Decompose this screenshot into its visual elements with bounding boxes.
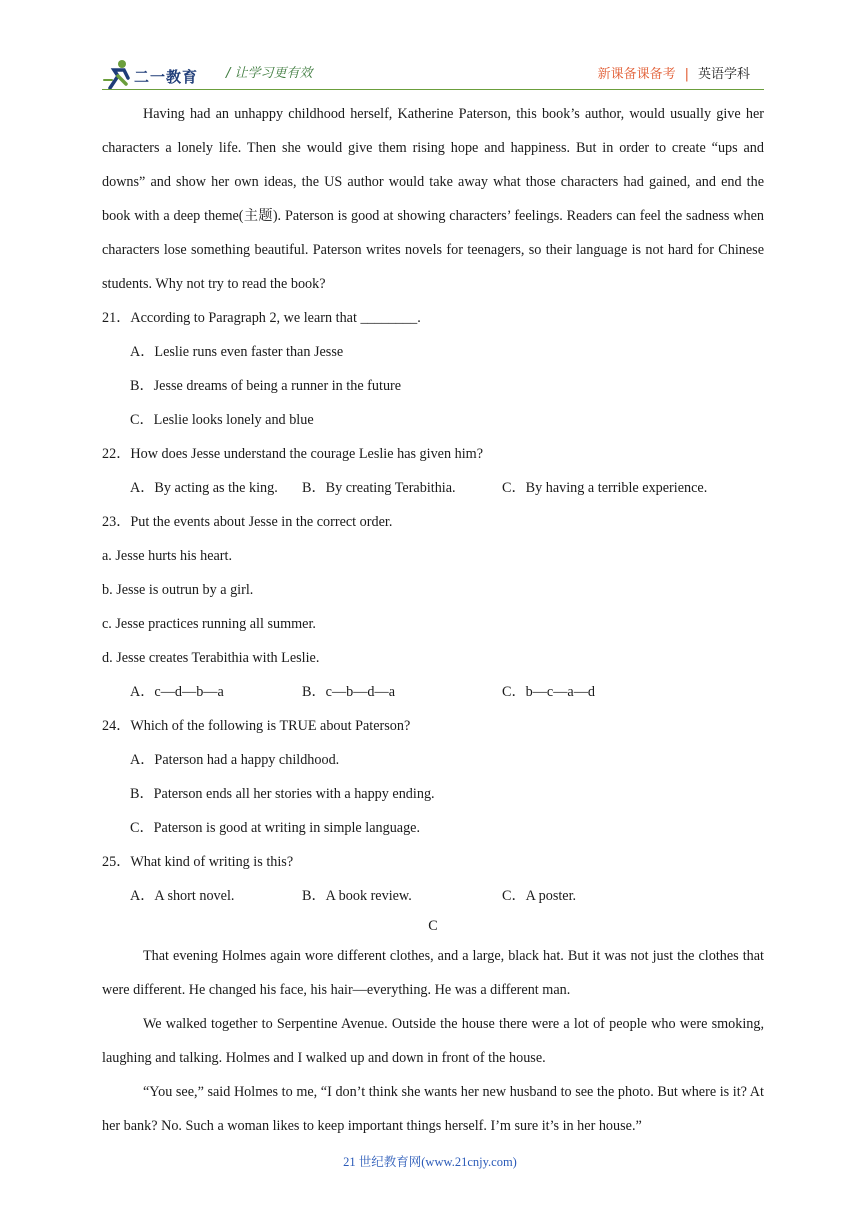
- header-tag: [598, 63, 750, 82]
- runner-logo-icon: [102, 58, 136, 92]
- q25-options: [102, 879, 764, 913]
- passage-c-paragraph-2: We walked together to Serpentine Avenue. Outside the house there were a lot of people who were smoking, laughing and talking. Holmes and I walked up and down in front of the house.: [102, 1016, 764, 1066]
- q24-option-a: A．Paterson had a happy childhood.: [130, 752, 340, 768]
- q21-option-a: A．Leslie runs even faster than Jesse: [130, 344, 344, 360]
- q25-option-a: A．A short novel.: [130, 888, 235, 904]
- q23-event-d: d. Jesse creates Terabithia with Leslie.: [102, 650, 320, 666]
- slogan: / 让学习更有效: [226, 66, 313, 81]
- header-separator: |: [684, 67, 689, 82]
- header-divider: [102, 89, 764, 90]
- exam-label: 新课备课备考: [597, 67, 676, 82]
- q25-option-b: B．A book review.: [302, 888, 412, 904]
- q23-option-b: B．c—b—d—a: [302, 684, 395, 700]
- q23-option-c: C．b—c—a—d: [502, 684, 595, 700]
- q23-event-b: b. Jesse is outrun by a girl.: [102, 582, 254, 598]
- logo: [102, 58, 212, 92]
- q23-stem: 23．Put the events about Jesse in the correct order.: [102, 514, 393, 530]
- subject-label: 英语学科: [697, 67, 750, 82]
- q21-option-c: C．Leslie looks lonely and blue: [130, 412, 314, 428]
- q23-options: [102, 675, 764, 709]
- q21-option-b: B．Jesse dreams of being a runner in the future: [130, 378, 402, 394]
- q22-stem: 22．How does Jesse understand the courage Leslie has given him?: [102, 446, 483, 462]
- q25-option-c: C．A poster.: [502, 888, 577, 904]
- page-header: [102, 56, 764, 92]
- q22-option-a: A．By acting as the king.: [130, 480, 278, 496]
- q24-stem: 24．Which of the following is TRUE about Paterson?: [102, 718, 411, 734]
- q22-options: [102, 471, 764, 505]
- q25-stem: 25．What kind of writing is this?: [102, 854, 294, 870]
- q21-stem: 21．According to Paragraph 2, we learn that ________.: [102, 310, 421, 326]
- q23-event-a: a. Jesse hurts his heart.: [102, 548, 233, 564]
- q24-option-b: B．Paterson ends all her stories with a happy ending.: [130, 786, 435, 802]
- q22-option-b: B．By creating Terabithia.: [302, 480, 456, 496]
- passage-c-heading: C: [428, 918, 438, 934]
- document-body: [102, 97, 764, 1143]
- logo-text: 二一教育: [134, 68, 199, 86]
- q24-option-c: C．Paterson is good at writing in simple language.: [130, 820, 421, 836]
- q22-option-c: C．By having a terrible experience.: [502, 480, 708, 496]
- page-footer: 21 世纪教育网(www.21cnjy.com): [343, 1155, 517, 1169]
- passage-c-paragraph-1: That evening Holmes again wore different clothes, and a large, black hat. But it was not just the clothes that were different. He changed his face, his hair—everything. He was a different man.: [102, 948, 764, 998]
- q23-option-a: A．c—d—b—a: [130, 684, 224, 700]
- passage-c-paragraph-3: “You see,” said Holmes to me, “I don’t think she wants her new husband to see the photo. But where is it? At her bank? No. Such a woman likes to keep important things herself. I’m sure it’s in her house.”: [102, 1084, 764, 1134]
- passage-b-paragraph: Having had an unhappy childhood herself, Katherine Paterson, this book’s author, would usually give her characters a lonely life. Then she would give them rising hope and happiness. But in order to create “ups and downs” and show her own ideas, the US author would take away what those characters had gained, and end the book with a deep theme(主题). Paterson is good at showing characters’ feelings. Readers can feel the sadness when characters lose something beautiful. Paterson writes novels for teenagers, so their language is not hard for Chinese students. Why not try to read the book?: [102, 106, 764, 292]
- q23-event-c: c. Jesse practices running all summer.: [102, 616, 316, 632]
